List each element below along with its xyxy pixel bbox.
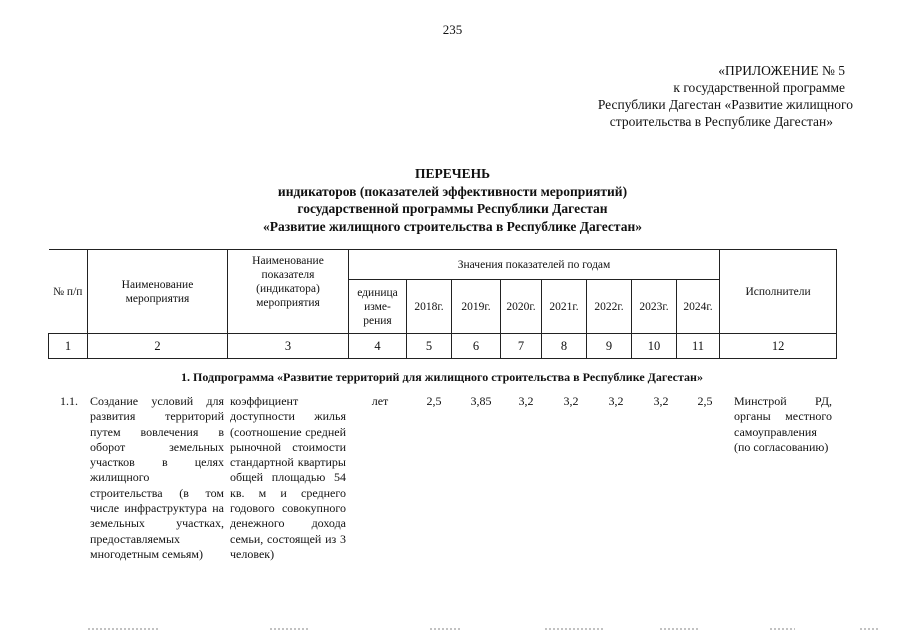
header-year: 2024г.	[677, 280, 720, 334]
column-number: 8	[542, 334, 587, 359]
header-indicator: Наименование показателя (индикатора) мероприятия	[228, 250, 349, 334]
header-values-group: Значения показателей по годам	[349, 250, 720, 280]
title-line-1: ПЕРЕЧЕНЬ	[414, 166, 491, 181]
row-executors: Минстрой РД, органы местного самоуправления (по согласованию)	[734, 394, 832, 454]
subprogram-heading: 1. Подпрограмма «Развитие территорий для жилищного строительства в Республике Дагестан»	[181, 370, 703, 384]
page-number: 235	[442, 22, 463, 37]
header-year: 2021г.	[542, 280, 587, 334]
header-year: 2018г.	[407, 280, 452, 334]
scan-artifact	[430, 628, 460, 630]
column-number: 1	[49, 334, 88, 359]
scan-artifact	[545, 628, 605, 630]
column-number: 2	[88, 334, 228, 359]
column-number: 10	[632, 334, 677, 359]
row-indicator: коэффициент доступности жилья (соотношение средней рыночной стоимости стандартной квартиры общей площадью 54 кв. м и среднего годового совокупного денежного дохода семьи, состоящей из 3 человек)	[230, 394, 346, 561]
column-number: 12	[720, 334, 837, 359]
column-number: 4	[349, 334, 407, 359]
title-line-3: государственной программы Республики Дагестан	[297, 201, 608, 216]
row-value-2018: 2,5	[426, 394, 442, 408]
column-number: 11	[677, 334, 720, 359]
row-value-2019: 3,85	[470, 394, 492, 408]
row-event: Создание условий для развития территорий путем вовлечения в оборот земельных участков в целях жилищного строительства (в том числе инфраструктура на земельных участках, предоставляемых многодетным семьям)	[90, 394, 224, 561]
row-value-2023: 3,2	[653, 394, 669, 408]
column-number: 7	[501, 334, 542, 359]
appendix-heading	[545, 62, 853, 130]
appendix-line-3: Республики Дагестан «Развитие жилищного	[597, 97, 853, 112]
scan-artifact	[770, 628, 795, 630]
header-executors: Исполнители	[720, 250, 837, 334]
row-value-2020: 3,2	[518, 394, 534, 408]
row-value-2021: 3,2	[563, 394, 579, 408]
column-number: 9	[587, 334, 632, 359]
header-unit: единица изме- рения	[349, 280, 407, 334]
scan-artifact	[270, 628, 310, 630]
row-unit: лет	[371, 394, 389, 408]
row-value-2024: 2,5	[697, 394, 713, 408]
header-year: 2023г.	[632, 280, 677, 334]
column-number: 6	[452, 334, 501, 359]
document-title	[0, 165, 905, 235]
title-line-4: «Развитие жилищного строительства в Республике Дагестан»	[262, 218, 642, 234]
header-event: Наименование мероприятия	[88, 250, 228, 334]
scan-artifact	[860, 628, 878, 630]
appendix-line-2: к государственной программе	[673, 80, 845, 95]
column-number: 3	[228, 334, 349, 359]
indicators-table	[48, 249, 837, 359]
header-year: 2020г.	[501, 280, 542, 334]
column-number: 5	[407, 334, 452, 359]
title-line-2: индикаторов (показателей эффективности мероприятий)	[277, 183, 628, 199]
appendix-line-4: строительства в Республике Дагестан»	[609, 114, 833, 129]
scan-artifact	[88, 628, 158, 630]
row-value-2022: 3,2	[608, 394, 624, 408]
header-num: № п/п	[49, 250, 88, 334]
header-year: 2019г.	[452, 280, 501, 334]
header-year: 2022г.	[587, 280, 632, 334]
row-number: 1.1.	[60, 394, 78, 408]
scan-artifact	[660, 628, 700, 630]
appendix-line-1: «ПРИЛОЖЕНИЕ № 5	[718, 63, 845, 78]
